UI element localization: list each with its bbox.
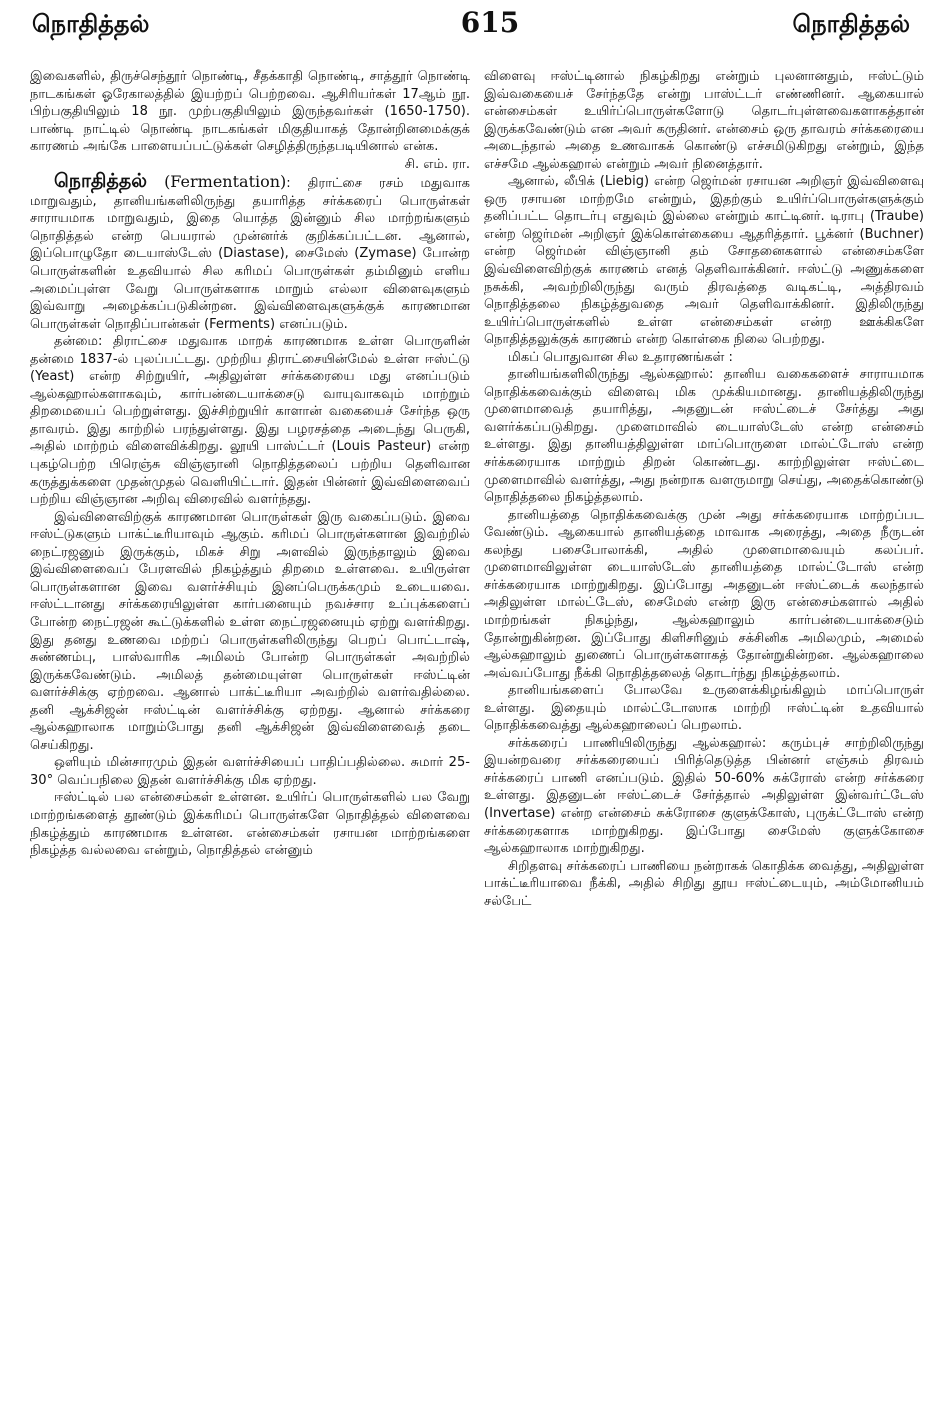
page-number: 615 <box>460 6 520 39</box>
entry-paragraph <box>30 170 470 333</box>
left-column <box>30 68 470 1420</box>
entry-latin-term: (Fermentation) <box>164 172 287 192</box>
right-column <box>484 68 924 1420</box>
paragraph: இவைகளில், திருச்செந்தூர் நொண்டி, சீதக்காதி நொண்டி, சாத்தூர் நொண்டி நாடகங்கள் ஓரேகாலத்தில் இயற்றப் பெற்றவை. ஆசிரியர்கள் 17ஆம் நூ. பிற்பகுதியிலும் 18 நூ. முற்பகுதியிலும் இருந்தவர்கள் (1650-1750). பாண்டி நாட்டில் நொண்டி நாடகங்கள் மிகுதியாகத் தோன்றினமைக்குக் காரணம் அங்கே பாளையப்பட்டுக்கள் செழித்திருந்தபடியினால் என்க. <box>30 69 470 155</box>
paragraph: ஒளியும் மின்சாரமும் இதன் வளர்ச்சியைப் பாதிப்பதில்லை. சுமார் 25-30° வெப்பநிலை இதன் வளர்ச்சிக்கு மிக ஏற்றது. <box>30 755 470 788</box>
paragraph: சிறிதளவு சர்க்கரைப் பாணியை நன்றாகக் கொதிக்க வைத்து, அதிலுள்ள பாக்ட்டீரியாவை நீக்கி, அதில் சிறிது தூய ஈஸ்ட்டையும், அம்மோனியம் சல்பேட் <box>484 858 924 909</box>
paragraph: ஆனால், லீபிக் (Liebig) என்ற ஜெர்மன் ரசாயன அறிஞர் இவ்விளைவு ஒரு ரசாயன மாற்றமே என்றும், இதற்கும் உயிர்ப்பொருள்களுக்கும் தனிப்பட்ட தொடர்பு எதுவும் இல்லை என்றும் காட்டினர். டிராபு (Traube) என்ற ஜெர்மன் அறிஞர் இக்கொள்கையை ஆதரித்தார். பூக்னர் (Buchner) என்ற ஜெர்மன் விஞ்ஞானி தம் சோதனைகளால் என்சைம்களே இவ்விளைவிற்குக் காரணம் எனத் தெளிவாக்கினர். ஈஸ்ட்டு அணுக்களை நசுக்கி, அவற்றிலிருந்து வரும் திரவத்தை வடிகட்டி, அத்திரவம் நொதித்தலை நிகழ்த்துவதை அவர் தெளிவாக்கினர். இதிலிருந்து உயிர்ப்பொருள்களில் உள்ள என்சைம்கள் என்ற ஊக்கிகளே நொதித்தலுக்குக் காரணம் என்ற கொள்கை நிலை பெற்றது. <box>484 174 924 348</box>
running-head-left: நொதித்தல் <box>32 10 150 38</box>
paragraph: தன்மை: திராட்சை மதுவாக மாறக் காரணமாக உள்ள பொருளின் தன்மை 1837-ல் புலப்பட்டது. முற்றிய திராட்சையின்மேல் உள்ள ஈஸ்ட்டு (Yeast) என்ற சிற்றுயிர், அதிலுள்ள சர்க்கரையை மது எனப்படும் ஆல்கஹால்களாகவும், கார்பன்டையாக்சைடு வாயுவாகவும் மாற்றும் திறமையைப் பெற்றுள்ளது. இச்சிற்றுயிர் காளான் வகையைச் சேர்ந்த ஒரு தாவரம். இது காற்றில் பரந்துள்ளது. இது பழரசத்தை அடைந்து பெருகி, அதில் மாற்றம் விளைவிக்கிறது. லூயி பாஸ்ட்டர் (Louis Pasteur) என்ற புகழ்பெற்ற பிரெஞ்சு விஞ்ஞானி நொதித்தலைப் பற்றிய தெளிவான கருத்துக்களை முதன்முதல் வெளியிட்டார். இதன் பின்னர் இவ்விளைவைப் பற்றிய விஞ்ஞான அறிவு விரைவில் வளர்ந்தது. <box>30 334 470 508</box>
paragraph: தானியங்களிலிருந்து ஆல்கஹால்: தானிய வகைகளைச் சாராயமாக நொதிக்கவைக்கும் விளைவு மிக முக்கியமானது. தானியத்திலிருந்து முளைமாவைத் தயாரித்து, அதனுடன் ஈஸ்ட்டைச் சேர்த்து அது வளர்க்கப்படுகிறது. முளைமாவில் டையாஸ்டேஸ் என்ற என்சைம் உள்ளது. இது தானியத்திலுள்ள மாப்பொருளை மால்ட்டோஸ் என்ற சர்க்கரையாக மாற்றும் திறன் கொண்டது. காற்றிலுள்ள ஈஸ்ட்டை முளைமாவில் வளர்த்து, அது நன்றாக வளருமாறு செய்து, அதைக்கொண்டு நொதித்தலை நிகழ்த்தலாம். <box>484 367 924 506</box>
subheading: மிகப் பொதுவான சில உதாரணங்கள் : <box>508 349 733 365</box>
paragraph: விளைவு ஈஸ்ட்டினால் நிகழ்கிறது என்றும் புலனானதும், ஈஸ்ட்டும் இவ்வகையைச் சேர்ந்ததே என்று பாஸ்ட்டர் எண்ணினர். ஆகையால் என்சைம்கள் உயிர்ப்பொருள்களோடு தொடர்புள்ளவைகளாகத்தான் இருக்கவேண்டும் என அவர் கருதினர். என்சைம் ஒரு தாவரம் சர்க்கரையை அடைந்தால் அதை உணவாகக் கொண்டு எச்சமிடுகிறது என்றும், இந்த எச்சமே ஆல்கஹால் என்றும் அவர் நினைத்தார். <box>484 69 924 172</box>
entry-headword: நொதித்தல் <box>54 170 147 193</box>
author-signature: சி. எம். ரா. <box>404 156 470 172</box>
entry-body: திராட்சை ரசம் மதுவாக மாறுவதும், தானியங்களிலிருந்து தயாரித்த சர்க்கரைப் பொருள்கள் சாராயமாக மாறுவதும், இதை யொத்த இன்னும் சில மாற்றங்களும் நொதித்தல் என்ற பெயரால் முன்னர்க் குறிக்கப்பட்டன. ஆனால், இப்பொழுதோ டையாஸ்டேஸ் (Diastase), சைமேஸ் (Zymase) போன்ற பொருள்களின் உதவியால் சில கரிமப் பொருள்கள் தம்மினும் எளிய அமைப்புள்ள வேறு பொருள்களாக மாறும் எல்லா விளைவுகளும் இவ்வாறு அழைக்கப்படுகின்றன. இவ்விளைவுகளுக்குக் காரணமான பொருள்கள் நொதிப்பான்கள் (Ferments) எனப்படும். <box>30 176 470 332</box>
entry-colon: : <box>286 176 291 192</box>
page-header <box>0 0 940 60</box>
paragraph: தானியத்தை நொதிக்கவைக்கு முன் அது சர்க்கரையாக மாற்றப்பட வேண்டும். ஆகையால் தானியத்தை மாவாக அரைத்து, அதை நீருடன் கலந்து பசைபோலாக்கி, அதில் முளைமாவையும் கலப்பர். முளைமாவிலுள்ள டையாஸ்டேஸ் தானியத்தை மால்ட்டோஸ் என்ற சர்க்கரையாக மாற்றுகிறது. இப்போது அதனுடன் ஈஸ்ட்டைக் கலந்தால் அதிலுள்ள மால்ட்டேஸ், சைமேஸ் என்ற இரு என்சைம்களால் அதில் மாற்றங்கள் நிகழ்ந்து, ஆல்கஹாலும் கார்பன்டையாக்சைடும் தோன்றுகின்றன. இப்போது கிளிசரினும் சக்சினிக அமிலமும், அமைல் ஆல்கஹாலும் துணைப் பொருள்களாகத் தோன்றுகின்றன. ஆல்கஹாலை அவ்வப்போது நீக்கி நொதித்தலைத் தொடர்ந்து நிகழ்த்தலாம். <box>484 507 924 681</box>
paragraph: ஈஸ்ட்டில் பல என்சைம்கள் உள்ளன. உயிர்ப் பொருள்களில் பல வேறு மாற்றங்களைத் தூண்டும் இக்கரிமப் பொருள்களே நொதித்தல் விளைவை நிகழ்த்தும் காரணமாக உள்ளன. என்சைம்கள் ரசாயன மாற்றங்களை நிகழ்த்த வல்லவை என்றும், நொதித்தல் என்னும் <box>30 790 470 859</box>
running-head-right: நொதித்தல் <box>792 10 910 38</box>
paragraph: தானியங்களைப் போலவே உருளைக்கிழங்கிலும் மாப்பொருள் உள்ளது. இதையும் மால்ட்டோஸாக மாற்றி ஈஸ்ட்டின் உதவியால் நொதிக்கவைத்து ஆல்கஹாலைப் பெறலாம். <box>484 683 924 734</box>
paragraph: இவ்விளைவிற்குக் காரணமான பொருள்கள் இரு வகைப்படும். இவை ஈஸ்ட்டுகளும் பாக்ட்டீரியாவும் ஆகும். கரிமப் பொருள்களான இவற்றில் நைட்ரஜனும் இருக்கும், மிகச் சிறு அளவில் இருந்தாலும் இவை இவ்விளைவைப் பேரளவில் நிகழ்த்தும் திறமை உள்ளவை. உயிருள்ள பொருள்களான இவை வளர்ச்சியும் இனப்பெருக்கமும் உடையவை. ஈஸ்ட்டானது சர்க்கரையிலுள்ள கார்பனையும் நவச்சார உப்புக்களைப் போன்ற நைட்ரஜன் கூட்டுக்களில் உள்ள நைட்ரஜனையும் ஏற்று வளர்கிறது. இது தனது உணவை மற்றப் பொருள்களிலிருந்து பெறப் பொட்டாஷ், சுண்ணம்பு, பாஸ்வாரிக அமிலம் போன்ற பொருள்கள் அவற்றில் இருக்கவேண்டும். அமிலத் தன்மையுள்ள பொருள்கள் ஈஸ்ட்டின் வளர்ச்சிக்கு ஏற்றவை. ஆனால் பாக்ட்டீரியா அவற்றில் வளர்வதில்லை. தனி ஆக்சிஜன் ஈஸ்ட்டின் வளர்ச்சிக்கு ஏற்றது. ஆனால் சர்க்கரை ஆல்கஹாலாக மாறும்போது தனி ஆக்சிஜன் இவ்விளைவைத் தடை செய்கிறது. <box>30 509 470 753</box>
paragraph: சர்க்கரைப் பாணியிலிருந்து ஆல்கஹால்: கரும்புச் சாற்றிலிருந்து இயன்றவரை சர்க்கரையைப் பிரித்தெடுத்த பின்னர் எஞ்சும் திரவம் சர்க்கரைப் பாணி எனப்படும். இதில் 50-60% சுக்ரோஸ் என்ற சர்க்கரை உள்ளது. இதனுடன் ஈஸ்ட்டைச் சேர்த்தால் அதிலுள்ள இன்வர்ட்டேஸ் (Invertase) என்ற என்சைம் சுக்ரோசை குளுக்கோஸ், புருக்ட்டோஸ் என்ற சர்க்கரைகளாக மாற்றுகிறது. இப்போது சைமேஸ் குளுக்கோசை ஆல்கஹாலாக மாற்றுகிறது. <box>484 735 924 857</box>
